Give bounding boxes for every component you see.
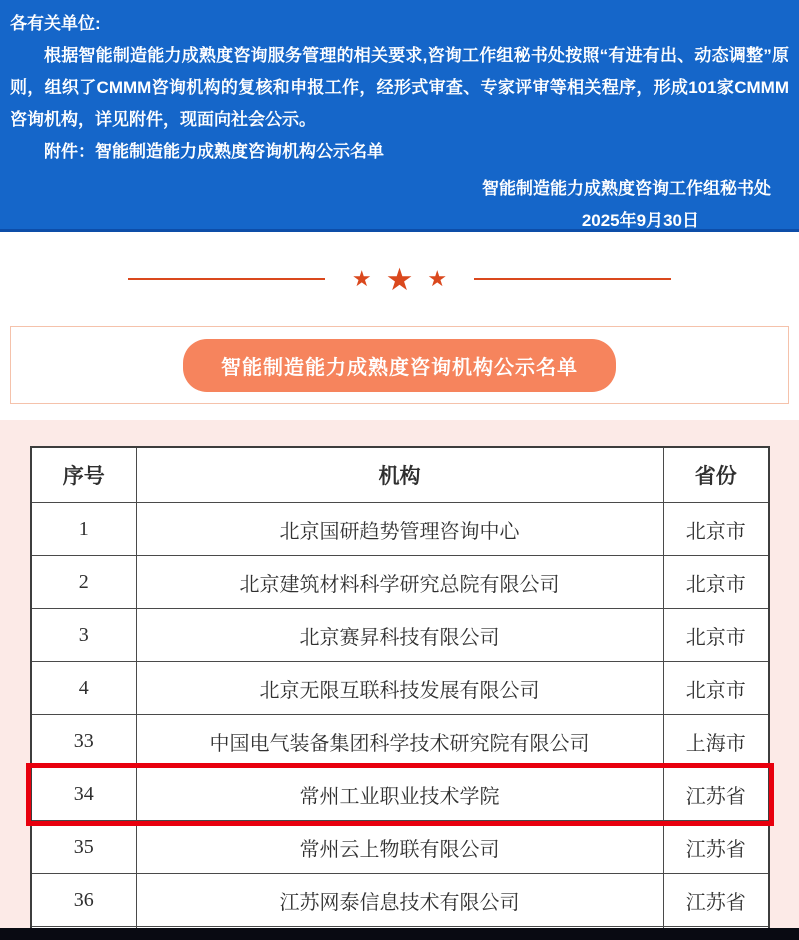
cell-province: 北京市 (663, 662, 769, 715)
table-row-highlighted (31, 768, 769, 821)
table-section (0, 420, 799, 928)
cell-no: 33 (31, 715, 136, 768)
cell-org: 北京建筑材料科学研究总院有限公司 (136, 556, 663, 609)
cell-org: 江苏网泰信息技术有限公司 (136, 874, 663, 927)
org-table (30, 446, 770, 939)
star-icon: ★ (351, 266, 372, 291)
cell-province: 北京市 (663, 503, 769, 556)
cell-org: 北京国研趋势管理咨询中心 (136, 503, 663, 556)
divider-line-right (474, 278, 671, 280)
cell-org: 常州云上物联有限公司 (136, 821, 663, 874)
cell-province: 上海市 (663, 715, 769, 768)
table-row (31, 874, 769, 927)
cell-province: 北京市 (663, 609, 769, 662)
cell-no: 3 (31, 609, 136, 662)
cell-province: 北京市 (663, 556, 769, 609)
cell-org: 北京无限互联科技发展有限公司 (136, 662, 663, 715)
announcement-body: 根据智能制造能力成熟度咨询服务管理的相关要求,咨询工作组秘书处按照“有进有出、动态调整”原则，组织了CMMM咨询机构的复核和申报工作，经形式审查、专家评审等相关程序，形成101家CMMM咨询机构，详见附件，现面向社会公示。 (10, 46, 789, 129)
signer: 智能制造能力成熟度咨询工作组秘书处 (482, 179, 771, 198)
bottom-bar (0, 928, 799, 940)
cell-no: 2 (31, 556, 136, 609)
table-header-row (31, 447, 769, 503)
cell-province: 江苏省 (663, 821, 769, 874)
col-header-province: 省份 (663, 447, 769, 503)
cell-org: 北京赛昇科技有限公司 (136, 609, 663, 662)
cell-no: 34 (31, 768, 136, 821)
date: 2025年9月30日 (581, 211, 699, 230)
table-row (31, 715, 769, 768)
cell-province: 江苏省 (663, 874, 769, 927)
cell-org: 常州工业职业技术学院 (136, 768, 663, 821)
table-row (31, 556, 769, 609)
col-header-no: 序号 (31, 447, 136, 503)
table-row (31, 821, 769, 874)
cell-no: 36 (31, 874, 136, 927)
table-row (31, 503, 769, 556)
cell-org: 中国电气装备集团科学技术研究院有限公司 (136, 715, 663, 768)
announcement-section (0, 0, 799, 232)
cell-no: 1 (31, 503, 136, 556)
star-icon: ★ (427, 266, 448, 291)
star-icon: ★ (385, 261, 414, 297)
salutation: 各有关单位: (10, 14, 101, 33)
table-row (31, 609, 769, 662)
cell-no: 35 (31, 821, 136, 874)
list-title-banner: 智能制造能力成熟度咨询机构公示名单 (183, 339, 616, 392)
org-table-body (31, 503, 769, 939)
cell-no: 4 (31, 662, 136, 715)
cell-province: 江苏省 (663, 768, 769, 821)
divider-line-left (128, 278, 325, 280)
stars-divider (0, 232, 799, 326)
col-header-org: 机构 (136, 447, 663, 503)
attachment-line: 附件：智能制造能力成熟度咨询机构公示名单 (44, 142, 384, 161)
banner-box (10, 326, 789, 404)
table-row (31, 662, 769, 715)
